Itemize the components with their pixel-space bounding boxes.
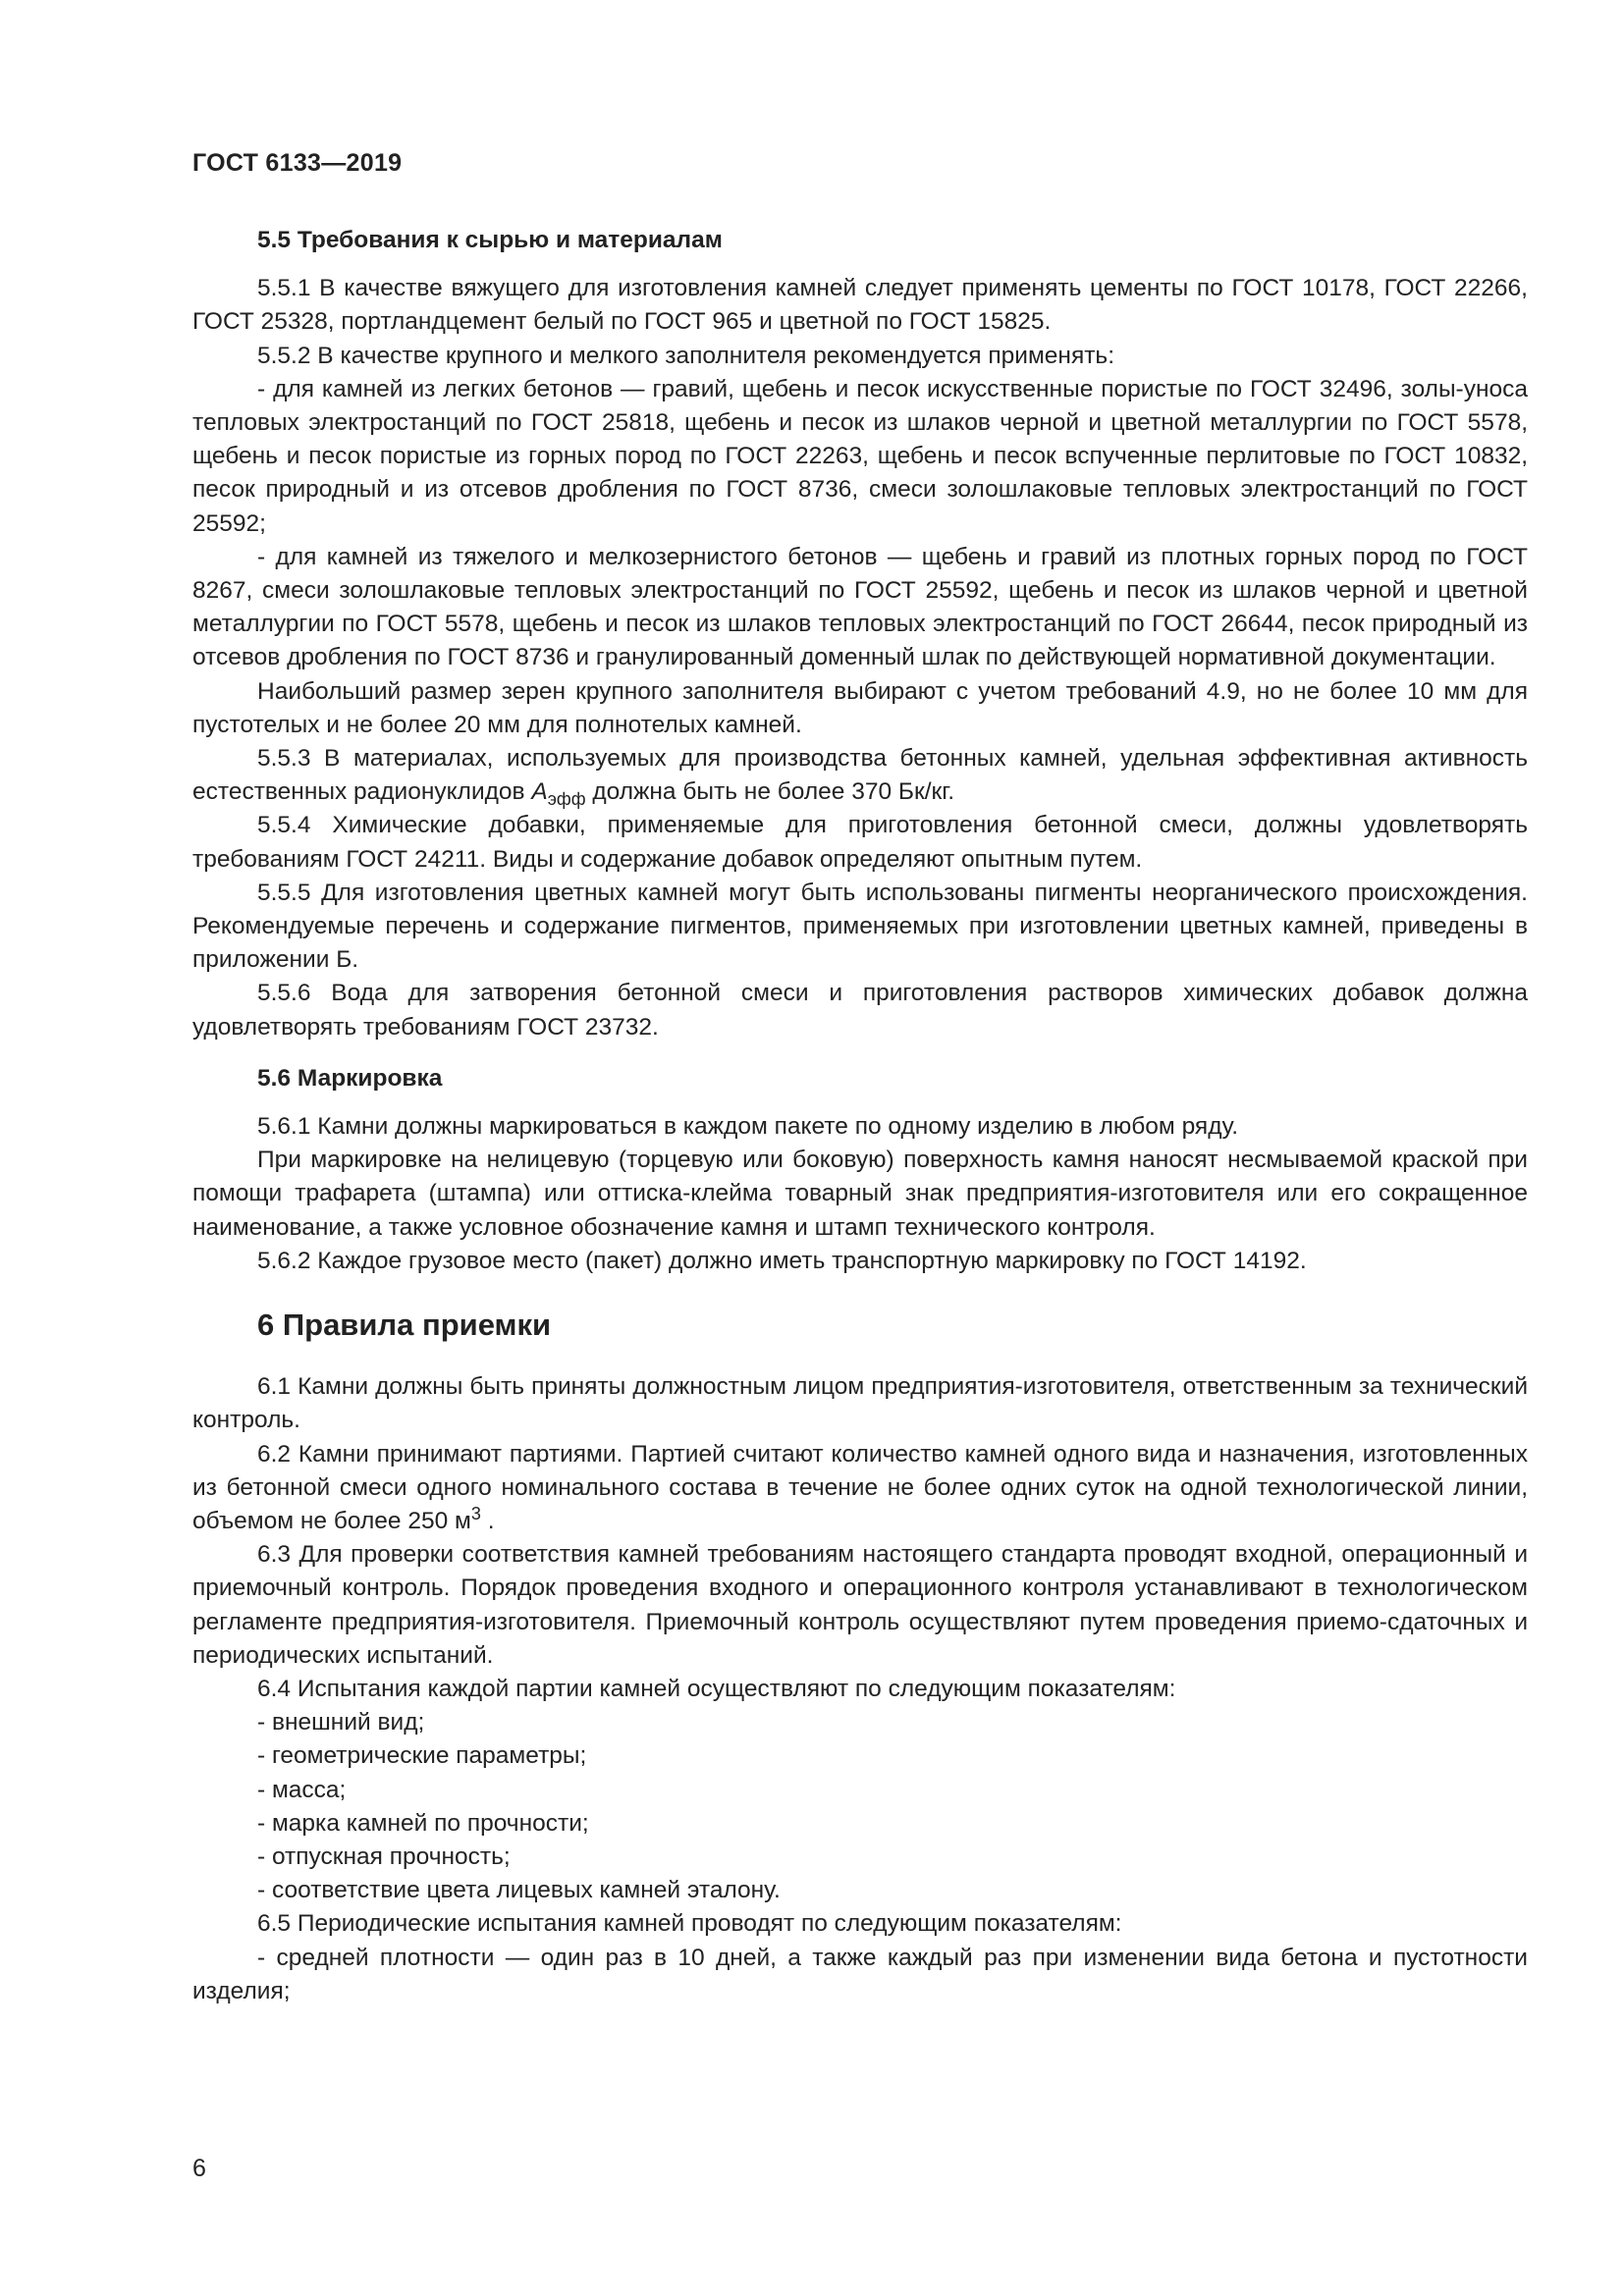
paragraph-5-5-3 xyxy=(192,742,1528,809)
paragraph-5-5-6: 5.5.6 Вода для затворения бетонной смеси и приготовления растворов химических добавок должна удовлетворять требованиям ГОСТ 23732. xyxy=(192,980,1528,1041)
document-body xyxy=(192,224,1528,2008)
paragraph-6-5: 6.5 Периодические испытания камней проводят по следующим показателям: xyxy=(257,1910,1122,1938)
page-number: 6 xyxy=(192,2155,206,2182)
section-heading-5-6: 5.6 Маркировка xyxy=(257,1064,443,1092)
activity-subscript: эфф xyxy=(547,789,586,810)
paragraph-6-5-density: - средней плотности — один раз в 10 дней, а также каждый раз при изменении вида бетона и пустотности изделия; xyxy=(192,1944,1528,2004)
paragraph-6-1: 6.1 Камни должны быть приняты должностным лицом предприятия-изготовителя, ответственным за технический контроль. xyxy=(192,1373,1528,1434)
paragraph-5-5-2: 5.5.2 В качестве крупного и мелкого заполнителя рекомендуется применять: xyxy=(257,342,1115,369)
list-item: - масса; xyxy=(257,1776,347,1803)
paragraph-5-5-2-light-concrete: - для камней из легких бетонов — гравий, щебень и песок искусственные пористые по ГОСТ 32496, золы-уноса тепловых электростанций по ГОСТ 25818, щебень и песок из шлаков черной и цветной металлургии по ГОСТ 5578, щебень и песок пористые из горных пород по ГОСТ 22263, щебень и песок вспученные перлитовые по ГОСТ 10832, песок природный и из отсевов дробления по ГОСТ 8736, смеси золошлаковые тепловых электростанций по ГОСТ 25592; xyxy=(192,375,1528,537)
paragraph-5-6-2: 5.6.2 Каждое грузовое место (пакет) должно иметь транспортную маркировку по ГОСТ 14192. xyxy=(257,1247,1307,1274)
section-heading-6: 6 Правила приемки xyxy=(257,1308,552,1343)
paragraph-6-4: 6.4 Испытания каждой партии камней осуществляют по следующим показателям: xyxy=(257,1675,1176,1702)
list-item: - геометрические параметры; xyxy=(257,1742,587,1770)
paragraph-6-2-end: . xyxy=(480,1507,495,1534)
cubic-superscript: 3 xyxy=(470,1503,481,1523)
list-item: - отпускная прочность; xyxy=(257,1842,511,1870)
activity-symbol: A xyxy=(531,778,548,806)
paragraph-5-5-4: 5.5.4 Химические добавки, применяемые для приготовления бетонной смеси, должны удовлетворять требованиям ГОСТ 24211. Виды и содержание добавок определяют опытным путем. xyxy=(192,812,1528,873)
paragraph-5-6-1: 5.6.1 Камни должны маркироваться в каждом пакете по одному изделию в любом ряду. xyxy=(257,1113,1239,1141)
paragraph-5-5-5: 5.5.5 Для изготовления цветных камней могут быть использованы пигменты неорганического происхождения. Рекомендуемые перечень и содержание пигментов, применяемых при изготовлении цветных камней, приведены в приложении Б. xyxy=(192,879,1528,974)
section-heading-5-5: 5.5 Требования к сырью и материалам xyxy=(257,227,723,253)
paragraph-6-2-text: 6.2 Камни принимают партиями. Партией считают количество камней одного вида и назначения, изготовленных из бетонной смеси одного номинального состава в течение не более одних суток на одной технологической линии, объемом не более 250 м xyxy=(192,1440,1528,1534)
paragraph-5-5-2-heavy-concrete: - для камней из тяжелого и мелкозернистого бетонов — щебень и гравий из плотных горных пород по ГОСТ 8267, смеси золошлаковые тепловых электростанций по ГОСТ 25592, щебень и песок из шлаков черной и цветной металлургии по ГОСТ 5578, щебень и песок из шлаков тепловых электростанций по ГОСТ 26644, песок природный из отсевов дробления по ГОСТ 8736 и гранулированный доменный шлак по действующей нормативной документации. xyxy=(192,543,1528,671)
document-header: ГОСТ 6133—2019 xyxy=(192,149,403,177)
paragraph-5-5-3-text-start: 5.5.3 В материалах, используемых для производства бетонных камней, удельная эффективная активность естественных радионуклидов xyxy=(192,745,1528,806)
paragraph-5-5-2-grain-size: Наибольший размер зерен крупного заполнителя выбирают с учетом требований 4.9, но не более 10 мм для пустотелых и не более 20 мм для полнотелых камней. xyxy=(192,677,1528,738)
list-item: - марка камней по прочности; xyxy=(257,1809,589,1837)
list-item: - соответствие цвета лицевых камней эталону. xyxy=(257,1877,781,1904)
paragraph-6-2 xyxy=(192,1438,1528,1539)
list-item: - внешний вид; xyxy=(257,1709,425,1736)
paragraph-5-5-1: 5.5.1 В качестве вяжущего для изготовления камней следует применять цементы по ГОСТ 10178, ГОСТ 22266, ГОСТ 25328, портландцемент белый по ГОСТ 965 и цветной по ГОСТ 15825. xyxy=(192,275,1528,336)
paragraph-5-5-3-text-end: должна быть не более 370 Бк/кг. xyxy=(585,778,954,806)
paragraph-6-3: 6.3 Для проверки соответствия камней требованиям настоящего стандарта проводят входной, операционный и приемочный контроль. Порядок проведения входного и операционного контроля устанавливают в технологическом регламенте предприятия-изготовителя. Приемочный контроль осуществляют путем проведения приемо-сдаточных и периодических испытаний. xyxy=(192,1541,1528,1669)
paragraph-5-6-1-marking: При маркировке на нелицевую (торцевую или боковую) поверхность камня наносят несмываемой краской при помощи трафарета (штампа) или оттиска-клейма товарный знак предприятия-изготовителя или его сокращенное наименование, а также условное обозначение камня и штамп технического контроля. xyxy=(192,1147,1528,1241)
